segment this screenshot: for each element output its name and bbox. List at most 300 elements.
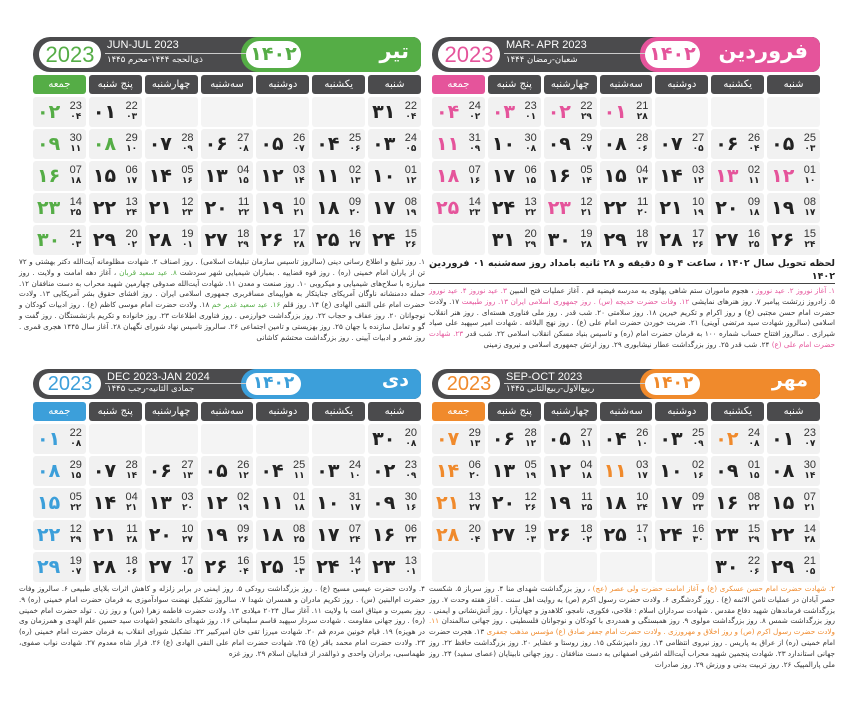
- day-cell-holiday[interactable]: [432, 161, 485, 191]
- day-cell[interactable]: [368, 520, 421, 550]
- persian-day: ۰۵: [204, 460, 228, 482]
- hijri-day: ۲۳: [181, 208, 193, 218]
- day-cell-holiday[interactable]: [767, 161, 820, 191]
- day-cell[interactable]: [89, 488, 142, 518]
- day-cell[interactable]: [145, 193, 198, 223]
- week-row: [33, 424, 421, 454]
- hijri-day: ۰۱: [181, 240, 193, 250]
- hijri-day: ۱۰: [804, 176, 816, 186]
- gregorian-day: 27: [692, 132, 705, 144]
- day-cell[interactable]: [767, 225, 820, 255]
- persian-day: ۲۰: [204, 197, 228, 219]
- gregorian-day: 01: [404, 164, 417, 176]
- empty-day-cell: [488, 552, 541, 582]
- day-cell[interactable]: [89, 456, 142, 486]
- day-cell[interactable]: [312, 161, 365, 191]
- gregorian-day: 20: [125, 228, 138, 240]
- day-cell[interactable]: [600, 424, 653, 454]
- day-cell-holiday[interactable]: [33, 161, 86, 191]
- day-cell[interactable]: [655, 161, 708, 191]
- gregorian-months: JUN-JUL 2023: [107, 39, 179, 51]
- gregorian-day: 29: [580, 132, 593, 144]
- gregorian-day: 30: [69, 132, 82, 144]
- day-cell[interactable]: [655, 456, 708, 486]
- persian-day: ۰۸: [36, 460, 61, 482]
- gregorian-day: 04: [125, 491, 138, 503]
- hijri-day: ۲۸: [293, 240, 305, 250]
- event-text: ۱۷. ولادت حضرت امام حسن مجتبی (ع) و روز اکرام و تکریم خیرین ۱۸. روز سلامتی ۲۰. شب قدر . روز ملی فناوری هسته‌ای . روز هنر انقلاب اسلامی (سالروز شهادت سید مرتضی آوینی) ۲۱. ضربت خوردن حضرت امام علی (ع) . روز نهج البلاغه . شهادت امیر سپهبد علی صیاد شیرازی . سالروز افتتاح حساب شماره ۱۰۰ به فرمان حضرت امام (ره) و تاسیس بنیاد مسکن انقلاب اسلامی ۲۲. شب قدر: [429, 296, 836, 339]
- day-cell[interactable]: [145, 161, 198, 191]
- day-cell[interactable]: [544, 161, 597, 191]
- day-cell[interactable]: [256, 520, 309, 550]
- day-cell-holiday[interactable]: [33, 520, 86, 550]
- event-text-holiday: ۱۲. وفات حضرت خدیجه (س) . روز جمهوری اسلامی ایران ۱۳. روز طبیعت: [459, 296, 690, 306]
- hijri-day: ۱۱: [580, 439, 592, 449]
- hijri-day: ۱۵: [70, 471, 82, 481]
- day-cell[interactable]: [767, 520, 820, 550]
- day-cell[interactable]: [256, 225, 309, 255]
- hijri-day: ۰۹: [469, 144, 481, 154]
- day-cell[interactable]: [312, 193, 365, 223]
- day-cell[interactable]: [256, 129, 309, 159]
- day-cell[interactable]: [256, 552, 309, 582]
- hijri-day: ۰۹: [405, 471, 417, 481]
- hijri-day: ۱۵: [525, 176, 537, 186]
- persian-day: ۰۵: [547, 428, 571, 450]
- day-cell[interactable]: [544, 456, 597, 486]
- day-cell[interactable]: [312, 488, 365, 518]
- day-cell[interactable]: [201, 129, 254, 159]
- month-panel-tir: [19, 37, 425, 343]
- gregorian-day: 19: [181, 228, 194, 240]
- day-cell[interactable]: [256, 193, 309, 223]
- hijri-day: ۱۴: [293, 176, 305, 186]
- day-cell-holiday[interactable]: [33, 488, 86, 518]
- persian-day: ۲۸: [92, 556, 117, 578]
- persian-day: ۰۷: [148, 133, 172, 155]
- day-cell[interactable]: [368, 97, 421, 127]
- day-cell[interactable]: [488, 161, 541, 191]
- event-text-holiday: ۲. شهادت حضرت امام حسن عسکری (ع) و آغاز امامت حضرت ولی عصر (عج): [590, 584, 835, 593]
- day-cell-holiday[interactable]: [544, 193, 597, 223]
- persian-day: ۰۴: [260, 460, 284, 482]
- day-cell[interactable]: [368, 456, 421, 486]
- day-cell[interactable]: [711, 129, 764, 159]
- hijri-day: ۰۴: [237, 567, 249, 577]
- hijri-day: ۲۱: [804, 503, 816, 513]
- day-cell[interactable]: [256, 488, 309, 518]
- day-cell-holiday[interactable]: [432, 520, 485, 550]
- day-cell[interactable]: [145, 456, 198, 486]
- day-cell[interactable]: [544, 488, 597, 518]
- hijri-day: ۲۵: [581, 503, 593, 513]
- hijri-day: ۱۶: [469, 176, 481, 186]
- hijri-day: ۱۰: [349, 471, 361, 481]
- day-cell[interactable]: [767, 129, 820, 159]
- day-cell[interactable]: [655, 520, 708, 550]
- day-cell[interactable]: [711, 456, 764, 486]
- persian-day: ۰۳: [491, 101, 516, 123]
- day-cell-holiday[interactable]: [33, 129, 86, 159]
- persian-day: ۲۷: [204, 229, 228, 251]
- day-cell[interactable]: [767, 456, 820, 486]
- day-cell[interactable]: [488, 193, 541, 223]
- day-cell-holiday[interactable]: [33, 456, 86, 486]
- day-cell[interactable]: [312, 520, 365, 550]
- week-row: [432, 424, 820, 454]
- day-cell[interactable]: [201, 161, 254, 191]
- hijri-day: ۰۴: [70, 112, 82, 122]
- gregorian-day: 23: [69, 100, 82, 112]
- persian-day: ۱۳: [491, 460, 516, 482]
- hijri-day: ۲۸: [580, 240, 592, 250]
- gregorian-day: 08: [404, 196, 417, 208]
- weekday-label: دوشنبه: [256, 75, 309, 94]
- gregorian-day: 02: [348, 164, 362, 176]
- gregorian-day: 18: [580, 523, 593, 535]
- gregorian-day: 03: [636, 459, 649, 471]
- day-cell[interactable]: [256, 456, 309, 486]
- gregorian-day: 14: [468, 196, 481, 208]
- hijri-day: ۱۸: [580, 471, 592, 481]
- month-events-notes: [429, 584, 835, 670]
- day-cell[interactable]: [488, 129, 541, 159]
- week-row: [33, 193, 421, 223]
- hijri-day: ۱۵: [748, 471, 760, 481]
- hijri-day: ۰۵: [804, 567, 816, 577]
- gregorian-day: 22: [580, 100, 593, 112]
- hijri-day: ۱۳: [636, 176, 648, 186]
- event-text-holiday: ۲۳. شهادت حضرت امام علی (ع): [429, 329, 835, 349]
- hijri-day: ۱۸: [70, 176, 82, 186]
- weekday-label: سه‌شنبه: [600, 75, 653, 94]
- persian-day: ۰۴: [435, 101, 460, 123]
- gregorian-day: 15: [404, 228, 417, 240]
- persian-day: ۱۱: [603, 460, 627, 482]
- hijri-day: ۲۷: [636, 240, 648, 250]
- month-header: [432, 37, 820, 72]
- empty-day-cell: [201, 97, 254, 127]
- day-cell[interactable]: [89, 161, 142, 191]
- gregorian-day: 19: [580, 228, 593, 240]
- day-cell-holiday[interactable]: [600, 456, 653, 486]
- day-cell[interactable]: [201, 225, 254, 255]
- gregorian-day: 26: [747, 132, 761, 144]
- hijri-day: ۲۶: [237, 535, 249, 545]
- hijri-day: ۲۶: [525, 503, 537, 513]
- persian-day: ۰۶: [148, 460, 172, 482]
- day-cell[interactable]: [312, 129, 365, 159]
- gregorian-day: 13: [524, 196, 537, 208]
- hijri-day: ۱۹: [237, 503, 249, 513]
- weekday-label: پنج شنبه: [488, 75, 541, 94]
- day-cell[interactable]: [89, 520, 142, 550]
- gregorian-day: 30: [404, 491, 417, 503]
- persian-day: ۱۹: [204, 524, 228, 546]
- day-cell[interactable]: [201, 193, 254, 223]
- day-cell[interactable]: [145, 225, 198, 255]
- day-cell[interactable]: [89, 552, 142, 582]
- gregorian-day: 10: [692, 196, 705, 208]
- day-cell[interactable]: [544, 225, 597, 255]
- day-cell[interactable]: [368, 424, 421, 454]
- day-cell-holiday[interactable]: [600, 97, 653, 127]
- day-cell[interactable]: [488, 488, 541, 518]
- day-cell[interactable]: [655, 424, 708, 454]
- day-cell[interactable]: [201, 552, 254, 582]
- gregorian-year: 2023: [438, 373, 500, 395]
- gregorian-day: 09: [348, 196, 362, 208]
- day-cell[interactable]: [711, 193, 764, 223]
- persian-day: ۱۷: [316, 524, 340, 546]
- day-cell[interactable]: [368, 129, 421, 159]
- day-cell[interactable]: [201, 488, 254, 518]
- persian-day: ۳۰: [547, 229, 571, 251]
- hijri-day: ۲۷: [469, 503, 481, 513]
- day-cell[interactable]: [600, 225, 653, 255]
- persian-day: ۱۸: [435, 165, 460, 187]
- day-cell[interactable]: [600, 520, 653, 550]
- day-cell[interactable]: [145, 129, 198, 159]
- weekday-header: [33, 402, 421, 421]
- gregorian-day: 03: [692, 164, 705, 176]
- persian-day: ۰۶: [204, 133, 228, 155]
- persian-day: ۲۹: [92, 229, 117, 251]
- hijri-day: ۰۲: [469, 112, 481, 122]
- persian-day: ۱۸: [603, 492, 627, 514]
- persian-day: ۰۴: [316, 133, 340, 155]
- gregorian-day: 22: [747, 555, 761, 567]
- day-cell[interactable]: [711, 488, 764, 518]
- gregorian-day: 14: [803, 523, 816, 535]
- day-cell[interactable]: [488, 520, 541, 550]
- day-cell[interactable]: [368, 161, 421, 191]
- event-text: ۲۴. شب قدر ۲۵. روز بزرگداشت عطار نیشابوری ۲۹. روز ارتش جمهوری اسلامی و نیروی زمینی: [483, 339, 770, 349]
- day-cell[interactable]: [145, 488, 198, 518]
- gregorian-day: 04: [636, 164, 649, 176]
- day-cell-holiday[interactable]: [33, 225, 86, 255]
- weekday-label: شنبه: [368, 402, 421, 421]
- gregorian-day: 06: [125, 164, 138, 176]
- hijri-day: ۰۷: [70, 567, 82, 577]
- persian-day: ۱۵: [36, 492, 61, 514]
- day-cell-holiday[interactable]: [33, 552, 86, 582]
- day-cell[interactable]: [544, 129, 597, 159]
- persian-day: ۲۶: [260, 229, 284, 251]
- persian-day: ۱۸: [260, 524, 284, 546]
- persian-day: ۲۴: [491, 197, 516, 219]
- day-cell[interactable]: [368, 193, 421, 223]
- day-cell[interactable]: [145, 520, 198, 550]
- gregorian-day: 20: [524, 228, 537, 240]
- persian-day: ۲۹: [36, 556, 61, 578]
- hijri-day: ۰۶: [126, 567, 138, 577]
- hijri-day: ۰۸: [525, 144, 537, 154]
- day-cell[interactable]: [767, 193, 820, 223]
- persian-day: ۲۷: [491, 524, 516, 546]
- hijri-day: ۲۳: [405, 535, 417, 545]
- day-cell[interactable]: [368, 488, 421, 518]
- day-cell[interactable]: [655, 488, 708, 518]
- gregorian-day: 27: [237, 132, 250, 144]
- persian-day: ۲۴: [316, 556, 340, 578]
- day-cell-holiday[interactable]: [488, 97, 541, 127]
- persian-day: ۲۱: [659, 197, 683, 219]
- persian-day: ۲۵: [260, 556, 284, 578]
- persian-day: ۰۸: [603, 133, 627, 155]
- hijri-day: ۲۱: [126, 503, 138, 513]
- persian-day: ۲۱: [435, 492, 460, 514]
- hijri-day: ۲۷: [349, 240, 361, 250]
- hijri-day: ۱۲: [525, 439, 537, 449]
- weekday-label: سه‌شنبه: [201, 75, 254, 94]
- day-cell[interactable]: [256, 161, 309, 191]
- day-cell[interactable]: [312, 225, 365, 255]
- persian-day: ۰۲: [372, 460, 396, 482]
- day-cell[interactable]: [201, 520, 254, 550]
- day-cell[interactable]: [655, 193, 708, 223]
- gregorian-day: 22: [125, 100, 138, 112]
- day-cell[interactable]: [368, 225, 421, 255]
- week-row: [432, 520, 820, 550]
- day-cell[interactable]: [312, 552, 365, 582]
- day-cell[interactable]: [201, 456, 254, 486]
- week-row: [432, 193, 820, 223]
- persian-year: ۱۴۰۲: [246, 41, 301, 68]
- day-cell-holiday[interactable]: [711, 161, 764, 191]
- hijri-day: ۰۸: [70, 439, 82, 449]
- event-text-holiday: ۱۱. ولادت حضرت رسول اکرم (ص) و روز اخلاق و مهرورزی . ولادت حضرت امام جعفر صادق (ع) مؤسس مذهب جعفری: [429, 616, 835, 637]
- hijri-day: ۲۲: [238, 208, 250, 218]
- hijri-day: ۲۹: [237, 240, 249, 250]
- day-cell[interactable]: [711, 552, 764, 582]
- day-cell-holiday[interactable]: [33, 193, 86, 223]
- day-cell[interactable]: [767, 552, 820, 582]
- persian-day: ۲۱: [92, 524, 117, 546]
- hijri-day: ۱۶: [181, 176, 193, 186]
- day-cell-holiday[interactable]: [544, 97, 597, 127]
- day-cell[interactable]: [655, 225, 708, 255]
- day-cell-holiday[interactable]: [432, 193, 485, 223]
- gregorian-months: SEP-OCT 2023: [506, 371, 583, 383]
- day-cell[interactable]: [655, 129, 708, 159]
- day-cell[interactable]: [368, 552, 421, 582]
- month-events-notes: [19, 257, 425, 343]
- day-cell[interactable]: [600, 161, 653, 191]
- persian-day: ۳۰: [372, 428, 396, 450]
- gregorian-day: 30: [803, 459, 816, 471]
- day-cell-holiday[interactable]: [432, 129, 485, 159]
- day-cell-holiday[interactable]: [432, 424, 485, 454]
- hijri-months: ربیع‌الاول-ربیع‌الثانی ۱۴۴۵: [506, 384, 595, 394]
- hijri-day: ۰۷: [804, 439, 816, 449]
- empty-day-cell: [711, 97, 764, 127]
- persian-day: ۱۲: [204, 492, 228, 514]
- day-cell[interactable]: [711, 520, 764, 550]
- weekday-label: چهارشنبه: [145, 75, 198, 94]
- day-cell[interactable]: [767, 424, 820, 454]
- day-cell-holiday[interactable]: [33, 424, 86, 454]
- hijri-day: ۲۹: [580, 112, 592, 122]
- day-cell[interactable]: [711, 225, 764, 255]
- gregorian-day: 28: [636, 132, 649, 144]
- gregorian-day: 28: [181, 132, 194, 144]
- persian-day: ۱۹: [260, 197, 284, 219]
- day-cell-holiday[interactable]: [432, 97, 485, 127]
- persian-day: ۱۵: [771, 492, 795, 514]
- persian-day: ۲۰: [491, 492, 516, 514]
- day-cell-holiday[interactable]: [89, 129, 142, 159]
- day-cell[interactable]: [488, 456, 541, 486]
- empty-day-cell: [432, 552, 485, 582]
- day-cell[interactable]: [544, 424, 597, 454]
- day-cell[interactable]: [544, 520, 597, 550]
- event-text: ۱. روز تبلیغ و اطلاع رسانی دینی (سالروز تاسیس سازمان تبلیغات اسلامی) . روز اصناف ۲. شهادت مظلومانه آیت‌الله دکتر بهشتی و ۷۲ تن از یاران امام خمینی (ره) . روز قوه قضاییه . بمباران شیمیایی شهر سردشت: [19, 257, 425, 277]
- persian-day: ۰۱: [36, 428, 61, 450]
- gregorian-day: 02: [237, 491, 250, 503]
- hijri-day: ۱۸: [748, 208, 760, 218]
- gregorian-day: 05: [580, 164, 593, 176]
- gregorian-day: 01: [747, 459, 761, 471]
- hijri-day: ۰۳: [525, 535, 537, 545]
- persian-day: ۰۵: [260, 133, 284, 155]
- day-cell[interactable]: [312, 456, 365, 486]
- day-cell[interactable]: [89, 193, 142, 223]
- day-cell[interactable]: [488, 225, 541, 255]
- day-cell-holiday[interactable]: [33, 97, 86, 127]
- event-text: ۴. ولادت حضرت عیسی مسیح (ع) . روز بزرگداشت رودکی ۵. روز ایمنی در برابر زلزله و کاهش اثرات بلایای طبیعی ۶. سالروز وفات حضرت ام‌البنین (س) . روز تکریم مادران و همسران شهدا ۷. سالروز تشکیل نهضت سوادآموزی به فرمان حضرت امام خمینی (ره) ۹. روز بصیرت و میثاق امت با ولایت ۱۱. آغاز سال ۲۰۲۴ میلادی ۱۳. ولادت حضرت فاطمه زهرا (س) و روز زن . تولد حضرت امام خمینی (ره) . روز جهانی مقاومت . شهادت سردار سپهبد قاسم سلیمانی ۱۶. روز شهدای دانشجو (شهادت سید حسین علم الهدی و همرزمان وی در هویزه) ۱۹. قیام خونین مردم قم ۲۰. شهادت میرزا تقی خان امیرکبیر ۲۲. تشکیل شورای انقلاب به فرمان حضرت امام خمینی (ره) ۲۳. ولادت حضرت امام محمد باقر (ع) ۲۵. شهادت حضرت امام علی النقی الهادی (ع) ۲۶. فرار شاه معدوم ۲۷. شهادت نواب صفوی، طهماسبی، برادران واحدی و ذوالقدر از فداییان اسلام ۲۹. روز غزه: [19, 584, 426, 658]
- month-panel-mehr: [429, 369, 836, 670]
- hijri-day: ۰۳: [804, 144, 816, 154]
- hijri-day: ۱۰: [636, 439, 648, 449]
- gregorian-day: 11: [126, 523, 138, 535]
- gregorian-day: 18: [636, 228, 649, 240]
- day-cell[interactable]: [600, 488, 653, 518]
- hijri-day: ۲۲: [70, 503, 82, 513]
- empty-day-cell: [655, 552, 708, 582]
- day-cell[interactable]: [600, 129, 653, 159]
- day-cell[interactable]: [89, 97, 142, 127]
- month-header: [33, 369, 421, 399]
- hijri-day: ۰۲: [126, 240, 138, 250]
- gregorian-day: 23: [803, 427, 816, 439]
- hijri-day: ۰۲: [580, 535, 592, 545]
- day-cell-holiday[interactable]: [711, 424, 764, 454]
- persian-day: ۲۴: [372, 229, 396, 251]
- gregorian-day: 12: [69, 523, 82, 535]
- persian-day: ۱۳: [148, 492, 172, 514]
- hijri-day: ۲۹: [70, 535, 82, 545]
- day-cell[interactable]: [767, 488, 820, 518]
- gregorian-day: 17: [293, 228, 306, 240]
- month-name: فروردین: [718, 39, 808, 63]
- day-cell-holiday[interactable]: [432, 488, 485, 518]
- day-cell[interactable]: [488, 424, 541, 454]
- day-cell[interactable]: [89, 225, 142, 255]
- day-cell[interactable]: [145, 552, 198, 582]
- persian-day: ۰۲: [547, 101, 571, 123]
- hijri-day: ۱۷: [636, 471, 648, 481]
- week-row: [432, 225, 820, 255]
- hijri-day: ۱۰: [126, 144, 138, 154]
- gregorian-day: 04: [580, 459, 593, 471]
- day-cell-holiday[interactable]: [432, 456, 485, 486]
- gregorian-day: 28: [524, 427, 537, 439]
- hijri-day: ۱۶: [405, 503, 417, 513]
- day-cell[interactable]: [600, 193, 653, 223]
- gregorian-day: 24: [747, 427, 761, 439]
- persian-day: ۲۶: [547, 524, 571, 546]
